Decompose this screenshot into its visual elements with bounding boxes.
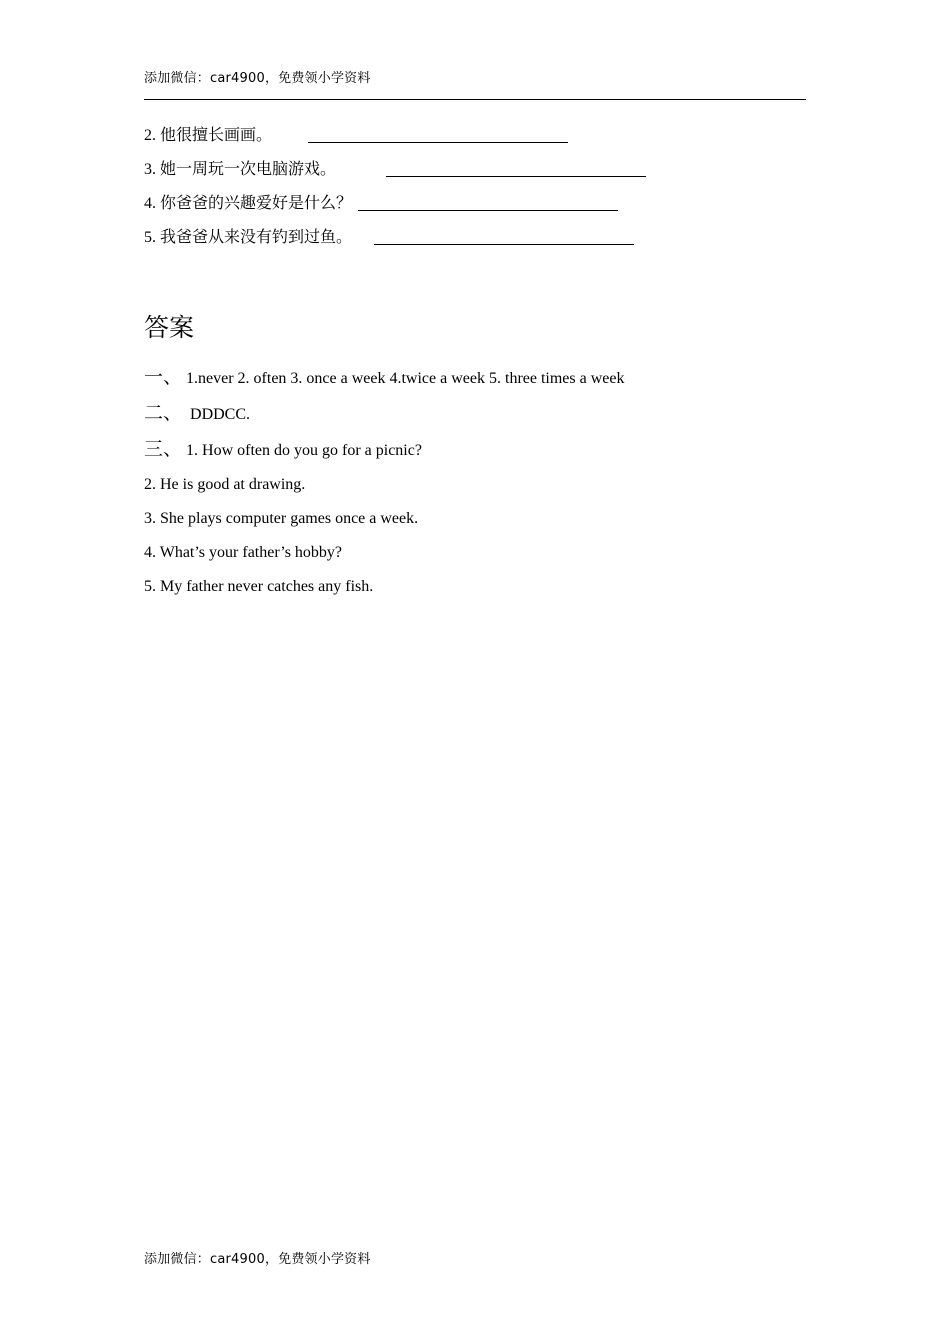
page-footer: 添加微信：car4900，免费领小学资料 — [144, 1252, 371, 1267]
answer-heading: 答案 — [144, 313, 195, 342]
exercise-item — [144, 124, 806, 158]
answer-text: 1. How often do you go for a picnic? — [186, 442, 422, 459]
answer-section-1 — [144, 364, 806, 400]
section-marker: 一、 — [144, 366, 183, 388]
answer-line: 4. What’s your father’s hobby? — [144, 544, 343, 561]
answer-blank — [308, 124, 568, 143]
answer-blank — [358, 192, 618, 211]
answer-blank — [374, 226, 634, 245]
answer-text: 1.never 2. often 3. once a week 4.twice a week 5. three times a week — [186, 370, 625, 387]
exercise-prompt: 4. 你爸爸的兴趣爱好是什么？ — [144, 195, 353, 212]
page-header: 添加微信：car4900，免费领小学资料 — [144, 71, 371, 86]
exercise-prompt: 3. 她一周玩一次电脑游戏。 — [144, 161, 337, 178]
answer-blank — [386, 158, 646, 177]
section-marker: 二、 — [144, 402, 183, 424]
exercise-item — [144, 226, 806, 260]
answer-section-2 — [144, 400, 806, 436]
header-divider — [144, 99, 806, 100]
exercise-item — [144, 158, 806, 192]
answer-line: 2. He is good at drawing. — [144, 476, 306, 493]
exercise-item — [144, 192, 806, 226]
answer-text: DDDCC. — [186, 406, 251, 423]
section-marker: 三、 — [144, 438, 183, 460]
translation-exercise — [144, 124, 806, 260]
answer-line: 3. She plays computer games once a week. — [144, 510, 419, 527]
exercise-prompt: 5. 我爸爸从来没有钓到过鱼。 — [144, 229, 353, 246]
exercise-prompt: 2. 他很擅长画画。 — [144, 127, 273, 144]
answer-section-3 — [144, 436, 806, 472]
answer-key — [144, 364, 806, 608]
answer-line: 5. My father never catches any fish. — [144, 578, 374, 595]
